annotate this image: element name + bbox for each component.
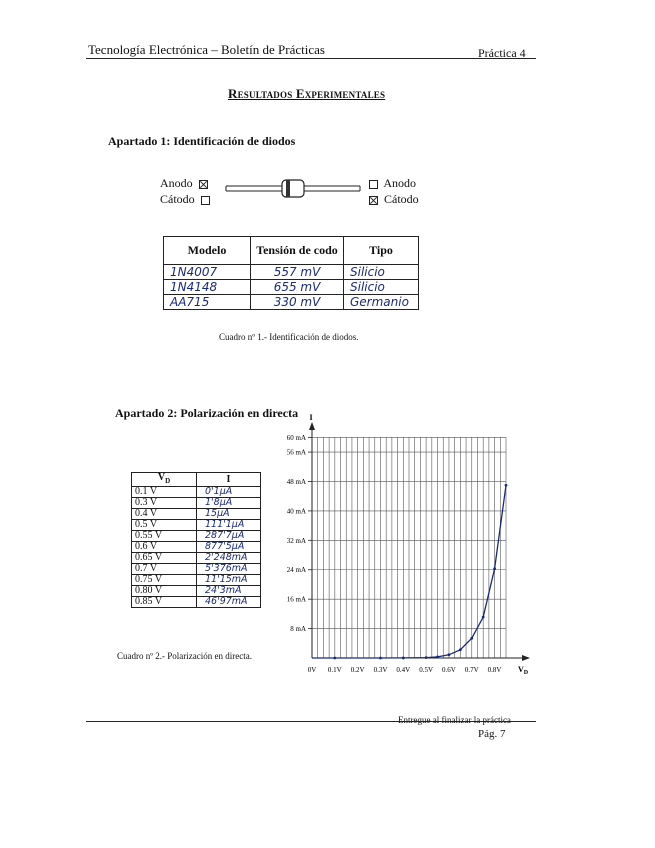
- table-row: [132, 531, 261, 542]
- cell-current: 15μA: [197, 509, 261, 520]
- col-tension: Tensión de codo: [251, 237, 344, 265]
- data-point: [505, 484, 508, 487]
- iv-chart: [278, 413, 536, 684]
- col-modelo: Modelo: [164, 237, 251, 265]
- diode-drawing: [224, 178, 364, 204]
- cell-tension: 557 mV: [251, 265, 344, 280]
- x-tick-label: 0.7V: [464, 666, 479, 674]
- data-point: [402, 657, 405, 660]
- left-anodo-checkbox: [199, 180, 208, 189]
- x-tick-label: 0.8V: [487, 666, 502, 674]
- col-i: I: [197, 473, 261, 487]
- apartado2-title: Apartado 2: Polarización en directa: [115, 406, 299, 420]
- apartado1-title: Apartado 1: Identificación de diodos: [108, 134, 296, 148]
- y-tick-label: 56 mA: [286, 448, 306, 457]
- y-axis-arrow: [309, 422, 315, 430]
- cell-vd: 0.6 V: [132, 542, 197, 553]
- data-point: [470, 637, 473, 640]
- cell-vd: 0.75 V: [132, 575, 197, 586]
- cell-current: 111'1μA: [197, 520, 261, 531]
- cell-vd: 0.5 V: [132, 520, 197, 531]
- cell-current: 11'15mA: [197, 575, 261, 586]
- cell-vd: 0.3 V: [132, 498, 197, 509]
- right-catodo-label: Cátodo: [384, 192, 419, 206]
- table-row: [164, 295, 419, 310]
- data-point: [379, 657, 382, 660]
- x-tick-label: 0.6V: [442, 666, 456, 674]
- cell-vd: 0.85 V: [132, 597, 197, 608]
- table-row: [132, 509, 261, 520]
- cell-current: 0'1μA: [197, 487, 261, 498]
- left-catodo-row: [160, 192, 210, 207]
- cell-tipo: Silicio: [344, 265, 419, 280]
- header-rule: [86, 58, 536, 59]
- right-anodo-row: [369, 176, 416, 191]
- table-row: [132, 542, 261, 553]
- cell-tension: 330 mV: [251, 295, 344, 310]
- y-tick-label: 8 mA: [290, 625, 306, 634]
- footer-note: Entregue al finalizar la práctica: [398, 715, 511, 725]
- cell-tipo: Silicio: [344, 280, 419, 295]
- y-tick-label: 60 mA: [286, 433, 306, 442]
- table-row: [132, 586, 261, 597]
- table-row: [132, 487, 261, 498]
- data-point: [459, 648, 462, 651]
- table-row: [132, 553, 261, 564]
- practice-label: Práctica 4: [478, 46, 526, 60]
- x-tick-label: 0.1V: [327, 666, 342, 674]
- table-row: [164, 280, 419, 295]
- x-tick-label: 0.5V: [419, 666, 434, 674]
- col-vd: $V_D$: [132, 473, 197, 487]
- cell-vd: 0.80 V: [132, 586, 197, 597]
- right-catodo-checkbox: [369, 196, 378, 205]
- cell-modelo: 1N4148: [164, 280, 251, 295]
- right-anodo-checkbox: [369, 180, 378, 189]
- data-point: [333, 657, 336, 660]
- cell-current: 5'376mA: [197, 564, 261, 575]
- right-catodo-row: [369, 192, 419, 207]
- cell-current: 24'3mA: [197, 586, 261, 597]
- x-axis-arrow: [522, 655, 530, 661]
- x-tick-label: 0V: [307, 666, 317, 674]
- cell-tension: 655 mV: [251, 280, 344, 295]
- y-tick-label: 16 mA: [286, 595, 306, 604]
- table-row: [132, 564, 261, 575]
- header-title: Tecnología Electrónica – Boletín de Prácticas: [88, 42, 325, 57]
- x-tick-label: 0.2V: [350, 666, 365, 674]
- footer-rule: [86, 721, 536, 722]
- left-catodo-label: Cátodo: [160, 192, 195, 206]
- right-anodo-label: Anodo: [383, 176, 417, 190]
- data-point: [425, 656, 428, 659]
- cell-tipo: Germanio: [344, 295, 419, 310]
- y-tick-label: 24 mA: [286, 566, 306, 575]
- table-row: [132, 597, 261, 608]
- cell-vd: 0.7 V: [132, 564, 197, 575]
- cell-current: 1'8μA: [197, 498, 261, 509]
- diode-id-table: [163, 236, 419, 310]
- cell-vd: 0.55 V: [132, 531, 197, 542]
- caption-2: Cuadro nº 2.- Polarización en directa.: [117, 651, 252, 661]
- table-row: [132, 575, 261, 586]
- table-row: [132, 520, 261, 531]
- left-anodo-row: [160, 176, 208, 191]
- page-number: Pág. 7: [478, 728, 506, 740]
- cell-vd: 0.1 V: [132, 487, 197, 498]
- x-axis-title: $V_D$: [518, 665, 529, 676]
- cell-current: 2'248mA: [197, 553, 261, 564]
- cell-current: 877'5μA: [197, 542, 261, 553]
- data-point: [448, 653, 451, 656]
- y-tick-label: 40 mA: [286, 507, 306, 516]
- cell-modelo: 1N4007: [164, 265, 251, 280]
- data-point: [436, 656, 439, 659]
- y-tick-label: 32 mA: [286, 536, 306, 545]
- left-anodo-label: Anodo: [160, 176, 193, 190]
- table-row: [132, 498, 261, 509]
- cell-vd: 0.4 V: [132, 509, 197, 520]
- col-tipo: Tipo: [344, 237, 419, 265]
- y-tick-label: 48 mA: [286, 477, 306, 486]
- data-point: [482, 616, 485, 619]
- cell-vd: 0.65 V: [132, 553, 197, 564]
- polarization-table: [131, 472, 261, 608]
- cell-modelo: AA715: [164, 295, 251, 310]
- cell-current: 46'97mA: [197, 597, 261, 608]
- caption-1: Cuadro nº 1.- Identificación de diodos.: [219, 332, 359, 342]
- cell-current: 287'7μA: [197, 531, 261, 542]
- section-title: Resultados Experimentales: [228, 86, 386, 101]
- data-point: [493, 567, 496, 570]
- table-row: [164, 265, 419, 280]
- x-tick-label: 0.3V: [373, 666, 388, 674]
- left-catodo-checkbox: [201, 196, 210, 205]
- y-axis-title: I: [309, 413, 313, 422]
- x-tick-label: 0.4V: [396, 666, 411, 674]
